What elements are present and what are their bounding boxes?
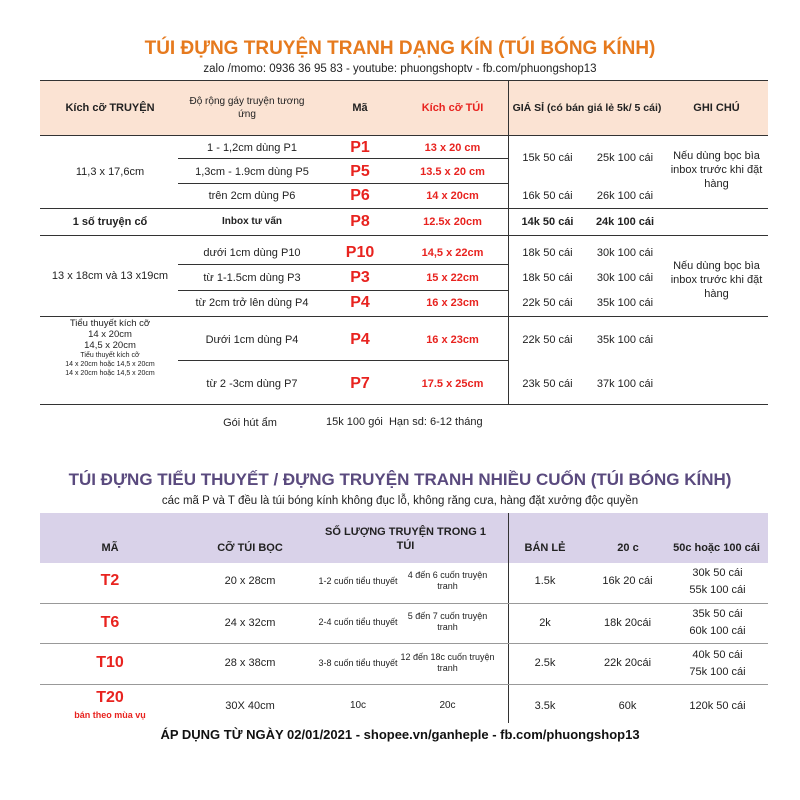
- t1-group1-bottom: [40, 208, 768, 209]
- t1-price-50: 16k 50 cái: [522, 190, 573, 202]
- t2-vline: [508, 513, 509, 723]
- t2-retail: 3.5k: [534, 700, 556, 712]
- t1-price-50: 22k 50 cái: [522, 334, 573, 346]
- t1-code: P3: [350, 269, 370, 286]
- t2-size: 28 x 38cm: [224, 657, 276, 669]
- t2-header-20c: 20 c: [617, 542, 639, 554]
- t2-qty-comic: 5 đến 7 cuốn truyện tranh: [407, 611, 488, 632]
- t1-rule: [178, 158, 508, 159]
- footer: ÁP DỤNG TỪ NGÀY 02/01/2021 - shopee.vn/ganheple - fb.com/phuongshop13: [160, 727, 640, 742]
- t1-spine: từ 2cm trở lên dùng P4: [195, 297, 309, 309]
- t2-size: 20 x 28cm: [224, 575, 276, 587]
- t1-price-100: 35k 100 cái: [596, 334, 654, 346]
- t1-code: P10: [345, 244, 375, 261]
- t1-g4-size-line: Tiểu thuyết kích cỡ: [80, 352, 140, 359]
- t1-price-100: 35k 100 cái: [596, 297, 654, 309]
- t1-price-100: 37k 100 cái: [596, 378, 654, 390]
- t2-rule: [40, 603, 768, 604]
- t1-rule: [178, 360, 508, 361]
- t1-group3-bottom: [40, 316, 768, 317]
- t1-g4-size: [40, 318, 180, 378]
- t1-g4-size-line: 14,5 x 20cm: [84, 340, 136, 351]
- t2-retail: 2k: [539, 617, 551, 629]
- t2-code: T2: [100, 572, 120, 589]
- t1-price-100: 30k 100 cái: [596, 272, 654, 284]
- t1-bag: 16 x 23cm: [426, 297, 479, 309]
- t2-rule: [40, 684, 768, 685]
- t2-100c: 75k 100 cái: [689, 666, 746, 678]
- t2-50c: 30k 50 cái: [692, 567, 743, 579]
- t2-header-retail: BÁN LẺ: [524, 542, 566, 554]
- t1-border-bottom: [40, 404, 768, 405]
- t1-code: P8: [350, 213, 370, 230]
- t1-header-size: Kích cỡ TRUYỆN: [65, 102, 155, 114]
- t1-header-wholesale: GIÁ SỈ (có bán giá lẻ 5k/ 5 cái): [512, 102, 662, 114]
- t1-spine: trên 2cm dùng P6: [208, 190, 296, 202]
- t2-qty-novel: 10c: [349, 700, 367, 711]
- t1-header-bottom: [40, 135, 768, 136]
- t1-spine: từ 2 -3cm dùng P7: [206, 378, 298, 390]
- t1-price-100: 30k 100 cái: [596, 247, 654, 259]
- t2-retail: 2.5k: [534, 657, 556, 669]
- t2-rule: [40, 643, 768, 644]
- t1-note: Nếu dùng bọc bìa inbox trước khi đặt hàng: [670, 150, 763, 190]
- t1-rule: [178, 290, 508, 291]
- t2-retail: 1.5k: [534, 575, 556, 587]
- t2-seasonal-note: bán theo mùa vụ: [74, 710, 146, 720]
- t1-bag: 12.5x 20cm: [423, 216, 482, 228]
- t2-code: T6: [100, 614, 120, 631]
- t2-qty-novel: 3-8 cuốn tiểu thuyết: [318, 657, 398, 668]
- t1-g2-size: 1 số truyện cổ: [72, 216, 148, 228]
- t1-header-bag-size: Kích cỡ TÚI: [421, 102, 484, 114]
- section-subtitle: các mã P và T đều là túi bóng kính không đục lỗ, không răng cưa, hàng đặt xưởng độc quyền: [161, 495, 639, 507]
- t1-bag: 17.5 x 25cm: [421, 378, 484, 390]
- desiccant-price: 15k 100 gói Hạn sd: 6-12 tháng: [326, 416, 483, 428]
- t1-price-100: 25k 100 cái: [596, 152, 654, 164]
- t2-qty-comic: 20c: [439, 700, 456, 711]
- desiccant-label: Gói hút ẩm: [223, 417, 277, 429]
- t1-g4-size-line: Tiểu thuyết kích cỡ: [69, 318, 151, 329]
- t1-price-50: 18k 50 cái: [522, 247, 573, 259]
- t2-20c: 18k 20cái: [603, 617, 652, 629]
- t2-header-code: MÃ: [101, 542, 119, 554]
- t2-50c: 35k 50 cái: [692, 608, 743, 620]
- t2-qty-novel: 2-4 cuốn tiểu thuyết: [318, 616, 398, 627]
- t2-header-50c: 50c hoặc 100 cái: [673, 542, 760, 554]
- t1-header-spine: Độ rộng gáy truyện tương ứng: [189, 96, 305, 120]
- t2-qty-comic: 4 đến 6 cuốn truyện tranh: [407, 570, 488, 591]
- t2-qty-comic: 12 đến 18c cuốn truyện tranh: [400, 652, 495, 673]
- t1-price-50: 22k 50 cái: [522, 297, 573, 309]
- t1-price-50: 23k 50 cái: [522, 378, 573, 390]
- t1-g4-size-line: 14 x 20cm hoặc 14,5 x 20cm: [65, 370, 155, 377]
- t1-bag: 15 x 22cm: [426, 272, 479, 284]
- t1-spine: 1 - 1,2cm dùng P1: [207, 142, 297, 154]
- t1-spine: từ 1-1.5cm dùng P3: [203, 272, 301, 284]
- t1-bag: 16 x 23cm: [426, 334, 479, 346]
- t1-spine: Inbox tư vấn: [221, 216, 283, 227]
- t2-50c: 40k 50 cái: [692, 649, 743, 661]
- t1-rule: [178, 264, 508, 265]
- page-title: TÚI ĐỰNG TRUYỆN TRANH DẠNG KÍN (TÚI BÓNG KÍNH): [144, 38, 656, 59]
- t1-rule: [178, 183, 508, 184]
- t1-price-50: 18k 50 cái: [522, 272, 573, 284]
- t2-code: T10: [96, 654, 124, 671]
- t1-g3-size: 13 x 18cm và 13 x19cm: [51, 270, 169, 282]
- t1-note: Nếu dùng bọc bìa inbox trước khi đặt hàng: [670, 260, 763, 300]
- t1-code: P4: [350, 294, 370, 311]
- t1-bag: 14,5 x 22cm: [421, 247, 484, 259]
- t2-100c: 55k 100 cái: [689, 584, 746, 596]
- t1-price-100: 24k 100 cái: [595, 216, 655, 228]
- t1-code: P5: [350, 163, 370, 180]
- t2-20c: 22k 20cái: [603, 657, 652, 669]
- t1-code: P1: [350, 139, 370, 156]
- t1-header-code: Mã: [352, 102, 368, 114]
- t2-header-bag-size: CỠ TÚI BỌC: [217, 542, 283, 554]
- t1-spine: 1,3cm - 1.9cm dùng P5: [195, 166, 309, 178]
- t1-bag: 13 x 20 cm: [424, 142, 481, 154]
- t2-100c: 60k 100 cái: [689, 625, 746, 637]
- t1-bag: 13.5 x 20 cm: [420, 166, 485, 178]
- t1-code: P7: [350, 375, 370, 392]
- t2-20c: 16k 20 cái: [602, 575, 653, 587]
- t1-border-top: [40, 80, 768, 81]
- t1-header-note: GHI CHÚ: [693, 102, 740, 114]
- t2-20c: 60k: [618, 700, 637, 712]
- t1-g4-size-line: 14 x 20cm hoặc 14,5 x 20cm: [65, 361, 155, 368]
- t2-size: 30X 40cm: [225, 700, 275, 712]
- t1-code: P6: [350, 187, 370, 204]
- t2-size: 24 x 32cm: [224, 617, 276, 629]
- t1-price-50: 15k 50 cái: [522, 152, 573, 164]
- t2-qty-novel: 1-2 cuốn tiểu thuyết: [318, 575, 398, 586]
- t2-code: T20: [96, 689, 124, 706]
- t1-g1-size: 11,3 x 17,6cm: [75, 166, 145, 178]
- t1-spine: dưới 1cm dùng P10: [203, 247, 301, 259]
- contact-line: zalo /momo: 0936 36 95 83 - youtube: phuongshoptv - fb.com/phuongshop13: [203, 63, 597, 75]
- t1-bag: 14 x 20cm: [426, 190, 479, 202]
- t1-vline: [508, 80, 509, 404]
- t1-g4-size-line: 14 x 20cm: [88, 329, 132, 340]
- t1-price-50: 14k 50 cái: [521, 216, 574, 228]
- t1-code: P4: [350, 331, 370, 348]
- t1-spine: Dưới 1cm dùng P4: [205, 334, 299, 346]
- t1-price-100: 26k 100 cái: [596, 190, 654, 202]
- t2-50c: 120k 50 cái: [689, 700, 746, 712]
- t2-header-qty: SỐ LƯỢNG TRUYỆN TRONG 1 TÚI: [325, 526, 486, 552]
- t1-group2-bottom: [40, 235, 768, 236]
- section-title: TÚI ĐỰNG TIỂU THUYẾT / ĐỰNG TRUYỆN TRANH NHIỀU CUỐN (TÚI BÓNG KÍNH): [68, 470, 732, 489]
